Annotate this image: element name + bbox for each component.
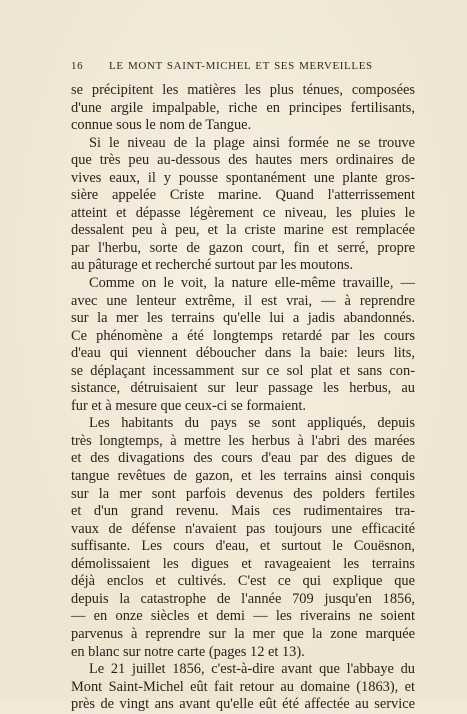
text-line: parvenus à reprendre sur la mer que la zone marquée — [71, 625, 415, 642]
text-line: Mont Saint-Michel eût fait retour au domaine (1863), et — [71, 678, 415, 695]
text-line: sur la mer sont parfois devenus des polders fertiles — [71, 485, 415, 502]
text-line: suffisante. Les cours d'eau, et surtout le Couësnon, — [71, 538, 415, 555]
text-line: avec une lenteur extrême, il est vrai, — à reprendre — [71, 292, 415, 309]
text-line: par l'herbu, sorte de gazon court, fin et serré, propre — [71, 239, 415, 256]
text-line: sur la mer les terrains qu'elle lui a jadis abandonnés. — [71, 310, 415, 327]
body-text — [71, 82, 415, 714]
text-line: connue sous le nom de Tangue. — [71, 117, 252, 134]
text-line: vives eaux, il y pousse spontanément une plante gros- — [71, 169, 415, 186]
text-line: tangue revêtues de gazon, et les terrains ainsi conquis — [71, 468, 415, 485]
text-line: d'une argile impalpable, riche en principes fertilisants, — [71, 99, 415, 116]
text-line: Ce phénomène a été longtemps retardé par les cours — [71, 327, 415, 344]
text-line: dessalent peu à peu, et la criste marine est remplacée — [71, 222, 415, 239]
text-line: près de vingt ans avant qu'elle eût été affectée au service — [71, 696, 415, 713]
text-line: sière appelée Criste marine. Quand l'atterrissement — [71, 187, 415, 204]
text-line: Les habitants du pays se sont appliqués, depuis — [89, 415, 415, 432]
page-number: 16 — [71, 60, 84, 72]
text-line: démolissaient les digues et ravageaient les terrains — [71, 555, 415, 572]
text-line: atteint et dépasse légèrement ce niveau, les pluies le — [71, 204, 415, 221]
text-line: déjà enclos et cultivés. C'est ce qui explique que — [71, 573, 415, 590]
text-line: et d'un grand revenu. Mais ces rudimentaires tra- — [71, 503, 415, 520]
running-title: LE MONT SAINT-MICHEL ET SES MERVEILLES — [109, 60, 373, 72]
text-line: se déplaçant incessamment sur ce sol plat et sans con- — [71, 362, 415, 379]
text-line: — en onze siècles et demi — les riverains ne soient — [71, 608, 415, 625]
text-line: se précipitent les matières les plus ténues, composées — [71, 82, 415, 98]
text-line: que très peu au-dessous des hautes mers ordinaires de — [71, 152, 415, 169]
text-line: Comme on le voit, la nature elle-même travaille, — — [89, 275, 415, 292]
running-head — [71, 60, 396, 74]
text-line: vaux de défense n'avaient pas toujours une efficacité — [71, 520, 415, 537]
text-line: Si le niveau de la plage ainsi formée ne se trouve — [89, 134, 415, 151]
text-line: et des divagations des cours d'eau par des digues de — [71, 450, 415, 467]
text-line: Le 21 juillet 1856, c'est-à-dire avant que l'abbaye du — [89, 661, 415, 678]
text-line: sistance, détruisaient sur leur passage les herbus, au — [71, 380, 415, 397]
text-line: au pâturage et recherché surtout par les moutons. — [71, 257, 354, 274]
text-line: très longtemps, à mettre les herbus à l'abri des marées — [71, 432, 415, 449]
text-line: fur et à mesure que ceux-ci se formaient. — [71, 397, 306, 414]
text-line: en blanc sur notre carte (pages 12 et 13). — [71, 643, 305, 660]
text-line: depuis la catastrophe de l'année 709 jusqu'en 1856, — [71, 590, 415, 607]
text-line: d'eau qui viennent déboucher dans la baie: leurs lits, — [71, 345, 415, 362]
